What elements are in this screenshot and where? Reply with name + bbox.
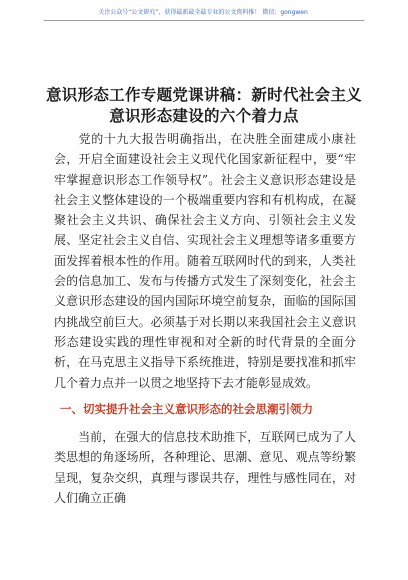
document-title-line-1: 意识形态工作专题党课讲稿：新时代社会主义 xyxy=(45,86,362,104)
header-banner: 关注公众号“公文研究”，获得最新最全最专业的公文资料推！ 微信：gongwen xyxy=(98,9,308,16)
section-heading-1: 一、切实提升社会主义意识形态的社会思潮引领力 xyxy=(60,402,313,416)
header-divider xyxy=(44,20,364,21)
section-1-paragraph-text: 当前，在强大的信息技术助推下，互联网已成为了人类思想的角逐场所，各种理论、思潮、意见、观点等纷繁呈现，复杂交织，真理与谬误共存，理性与感性同在，对人们确立正确 xyxy=(54,430,356,505)
document-title-line-2: 意识形态建设的六个着力点 xyxy=(109,107,299,125)
intro-paragraph-text: 党的十九大报告明确指出，在决胜全面建成小康社会，开启全面建设社会主义现代化国家新征程中，要“牢牢掌握意识形态工作领导权”。社会主义意识形态建设是社会主义整体建设的一个极端重要内容和有机构成，在凝聚社会主义共识、确保社会主义方向、引领社会主义发展、坚定社会主义自信、实现社会主义理想等诸多重要方面发挥着根本性的作用。随着互联网时代的到来，人类社会的信息加工、发布与传播方式发生了深刻变化，社会主义意识形态建设的国内国际环境空前复杂，面临的国际国内挑战空前巨大。必须基于对长期以来我国社会主义意识形态建设实践的理性审视和对全新的时代背景的全面分析，在马克思主义指导下系统推进，特别是要找准和抓牢几个着力点并一以贯之地坚持下去才能彰显成效。 xyxy=(54,132,356,390)
section-1-paragraph xyxy=(54,427,356,508)
intro-paragraph xyxy=(54,129,356,393)
